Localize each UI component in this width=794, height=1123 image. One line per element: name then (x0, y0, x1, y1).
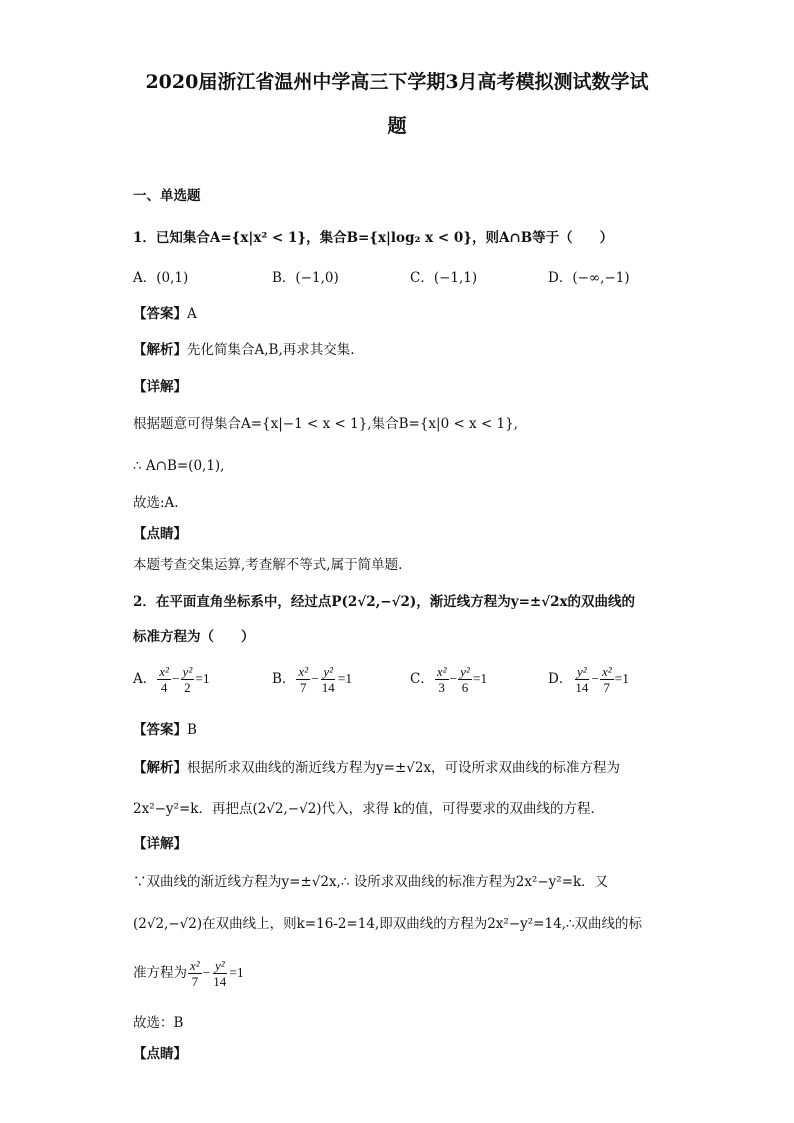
numerator: y² (182, 664, 193, 679)
q2-stem-line1: 2．在平面直角坐标系中，经过点P(2√2,−√2)，渐近线方程为y=±√2x的双曲线的 (133, 594, 636, 610)
minus-sign: − (591, 671, 599, 686)
analysis-text: 先化简集合A,B,再求其交集. (187, 342, 355, 358)
q1-option-d: D．(−∞,−1) (548, 270, 630, 286)
answer-tag: 【答案】 (133, 722, 187, 738)
q2-detail-line1: ∵双曲线的渐近线方程为y=±√2x,∴ 设所求双曲线的标准方程为2x²−y²=k．又 (133, 874, 609, 890)
minus-sign: − (171, 671, 180, 686)
q2-answer (133, 720, 197, 740)
analysis-text: 根据所求双曲线的渐近线方程为y=±√2x，可设所求双曲线的标准方程为 (187, 760, 621, 776)
fraction (435, 664, 449, 695)
fraction (211, 958, 228, 989)
fraction (600, 664, 614, 695)
q1-stem: 1．已知集合A={x|x² < 1}，集合B={x|log₂ x < 0}，则A∩B等于（ ） (133, 230, 614, 246)
option-label: A． (133, 671, 157, 687)
equals-one: =1 (614, 671, 629, 686)
fraction (296, 664, 310, 695)
fraction (188, 958, 202, 989)
fraction (320, 664, 337, 695)
numerator: y² (214, 958, 225, 973)
fraction (573, 664, 590, 695)
equals-one: =1 (195, 671, 210, 686)
q2-option-d (548, 664, 629, 695)
q2-comment-tag: 【点睛】 (133, 1046, 187, 1062)
q2-stem-line2: 标准方程为（ ） (133, 629, 255, 645)
doc-title-line2: 题 (387, 115, 407, 137)
q1-option-a: A．(0,1) (133, 270, 189, 286)
denominator: 3 (438, 680, 445, 695)
denominator: 2 (184, 680, 191, 695)
q1-answer (133, 304, 197, 324)
numerator: y² (323, 664, 334, 679)
numerator: x² (298, 664, 309, 679)
numerator: x² (436, 664, 447, 679)
denominator: 4 (160, 680, 168, 695)
q2-option-c (410, 664, 487, 695)
numerator: y² (576, 664, 587, 679)
denominator: 7 (603, 680, 611, 695)
option-label: D． (548, 671, 573, 687)
numerator: x² (159, 664, 169, 679)
detail-prefix: 准方程为 (133, 965, 187, 981)
q2-detail-line3 (133, 958, 244, 989)
minus-sign: − (202, 965, 211, 980)
q2-detail-tag: 【详解】 (133, 836, 187, 852)
q1-comment: 本题考查交集运算,考查解不等式,属于简单题. (133, 557, 403, 573)
q2-detail-line2: (2√2,−√2)在双曲线上，则k=16-2=14,即双曲线的方程为2x²−y²=14,∴双曲线的标 (133, 916, 643, 932)
equals-one: =1 (337, 671, 353, 686)
q2-detail-line4: 故选：B (133, 1015, 184, 1031)
doc-title-line1: 2020届浙江省温州中学高三下学期3月高考模拟测试数学试 (145, 71, 649, 93)
q1-detail-line1: 根据题意可得集合A={x|−1 < x < 1},集合B={x|0 < x < 1}, (133, 416, 519, 432)
q1-detail-line2: ∴ A∩B=(0,1), (133, 458, 225, 474)
fraction (157, 664, 171, 695)
equals-one: =1 (229, 965, 244, 980)
q2-analysis-line2: 2x²−y²=k．再把点(2√2,−√2)代入，求得 k的值，可得要求的双曲线的方程． (133, 801, 605, 817)
denominator: 6 (461, 680, 469, 695)
q2-analysis-line1 (133, 758, 620, 778)
answer-value: A (187, 306, 197, 322)
numerator: y² (460, 664, 470, 679)
q2-option-a (133, 664, 210, 695)
q2-option-b (272, 664, 352, 695)
equals-one: =1 (472, 671, 488, 686)
denominator: 7 (300, 680, 307, 695)
q1-detail-tag: 【详解】 (133, 379, 187, 395)
q1-analysis (133, 340, 355, 360)
denominator: 14 (213, 974, 227, 989)
q1-option-c: C．(−1,1) (410, 270, 478, 286)
minus-sign: − (449, 671, 458, 686)
numerator: x² (601, 664, 612, 679)
section-heading: 一、单选题 (133, 188, 201, 204)
fraction (181, 664, 195, 695)
answer-value: B (187, 722, 197, 738)
numerator: x² (190, 958, 200, 973)
denominator: 14 (575, 680, 589, 695)
denominator: 14 (321, 680, 335, 695)
fraction (458, 664, 472, 695)
q1-comment-tag: 【点睛】 (133, 526, 187, 542)
analysis-tag: 【解析】 (133, 342, 187, 358)
q1-option-b: B．(−1,0) (272, 270, 339, 286)
option-label: C． (410, 671, 434, 687)
denominator: 7 (191, 974, 199, 989)
analysis-tag: 【解析】 (133, 760, 187, 776)
q1-detail-line3: 故选:A. (133, 495, 179, 511)
answer-tag: 【答案】 (133, 306, 187, 322)
option-label: B． (272, 671, 296, 687)
minus-sign: − (311, 671, 319, 686)
